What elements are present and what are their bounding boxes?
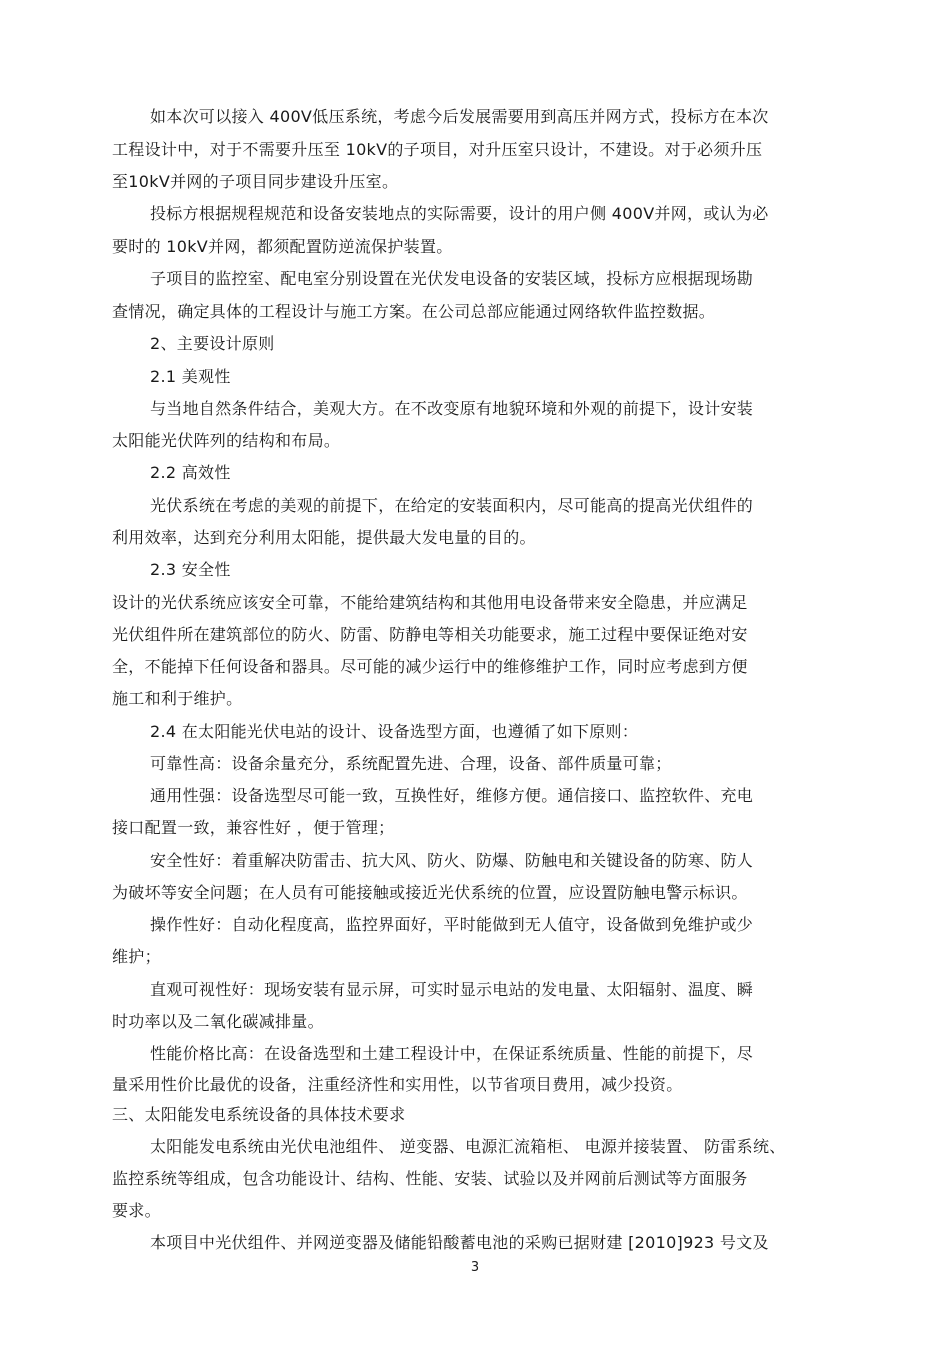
subsection-heading: 2.4 在太阳能光伏电站的设计、设备选型方面，也遵循了如下原则： <box>150 722 639 741</box>
paragraph-line: 要时的 10kV并网，都须配置防逆流保护装置。 <box>112 237 453 256</box>
paragraph-line: 至10kV并网的子项目同步建设升压室。 <box>112 172 399 191</box>
section-heading: 2、主要设计原则 <box>150 334 275 353</box>
paragraph-line: 利用效率，达到充分利用太阳能，提供最大发电量的目的。 <box>112 528 536 547</box>
paragraph-line: 本项目中光伏组件、并网逆变器及储能铅酸蓄电池的采购已据财建 [2010]923 号文及 <box>150 1233 769 1252</box>
paragraph-line: 通用性强：设备选型尽可能一致，互换性好，维修方便。通信接口、监控软件、充电 <box>150 786 754 805</box>
paragraph-line: 全，不能掉下任何设备和器具。尽可能的减少运行中的维修维护工作，同时应考虑到方便 <box>112 657 748 676</box>
paragraph-line: 投标方根据规程规范和设备安装地点的实际需要，设计的用户侧 400V并网，或认为必 <box>150 204 769 223</box>
paragraph-line: 太阳能发电系统由光伏电池组件、 逆变器、电源汇流箱柜、 电源并接装置、 防雷系统、 <box>150 1137 786 1156</box>
subsection-heading: 2.3 安全性 <box>150 560 231 579</box>
paragraph-line: 查情况，确定具体的工程设计与施工方案。在公司总部应能通过网络软件监控数据。 <box>112 302 716 321</box>
paragraph-line: 为破坏等安全问题；在人员有可能接触或接近光伏系统的位置，应设置防触电警示标识。 <box>112 883 748 902</box>
paragraph-line: 光伏组件所在建筑部位的防火、防雷、防静电等相关功能要求，施工过程中要保证绝对安 <box>112 625 748 644</box>
paragraph-line: 直观可视性好：现场安装有显示屏，可实时显示电站的发电量、太阳辐射、温度、瞬 <box>150 980 754 999</box>
paragraph-line: 工程设计中，对于不需要升压至 10kV的子项目，对升压室只设计，不建设。对于必须升压 <box>112 140 763 159</box>
paragraph-line: 接口配置一致，兼容性好 ，便于管理； <box>112 818 395 837</box>
paragraph-line: 如本次可以接入 400V低压系统，考虑今后发展需要用到高压并网方式，投标方在本次 <box>150 107 769 126</box>
paragraph-line: 操作性好：自动化程度高，监控界面好，平时能做到无人值守，设备做到免维护或少 <box>150 915 754 934</box>
subsection-heading: 2.2 高效性 <box>150 463 231 482</box>
paragraph-line: 量采用性价比最优的设备，注重经济性和实用性，以节省项目费用，减少投资。 <box>112 1075 683 1094</box>
paragraph-line: 与当地自然条件结合，美观大方。在不改变原有地貌环境和外观的前提下，设计安装 <box>150 399 754 418</box>
paragraph-line: 要求。 <box>112 1201 161 1220</box>
paragraph-line: 施工和利于维护。 <box>112 689 243 708</box>
paragraph-line: 子项目的监控室、配电室分别设置在光伏发电设备的安装区域，投标方应根据现场勘 <box>150 269 754 288</box>
paragraph-line: 监控系统等组成，包含功能设计、结构、性能、安装、试验以及并网前后测试等方面服务 <box>112 1169 748 1188</box>
paragraph-line: 设计的光伏系统应该安全可靠，不能给建筑结构和其他用电设备带来安全隐患，并应满足 <box>112 593 748 612</box>
section-heading: 三、太阳能发电系统设备的具体技术要求 <box>112 1105 406 1124</box>
paragraph-line: 可靠性高：设备余量充分，系统配置先进、合理，设备、部件质量可靠； <box>150 754 672 773</box>
paragraph-line: 维护； <box>112 947 161 966</box>
paragraph-line: 太阳能光伏阵列的结构和布局。 <box>112 431 341 450</box>
paragraph-line: 性能价格比高：在设备选型和土建工程设计中，在保证系统质量、性能的前提下，尽 <box>150 1044 754 1063</box>
page-number: 3 <box>470 1260 480 1275</box>
paragraph-line: 光伏系统在考虑的美观的前提下，在给定的安装面积内，尽可能高的提高光伏组件的 <box>150 496 754 515</box>
paragraph-line: 时功率以及二氧化碳减排量。 <box>112 1012 324 1031</box>
subsection-heading: 2.1 美观性 <box>150 367 231 386</box>
paragraph-line: 安全性好：着重解决防雷击、抗大风、防火、防爆、防触电和关键设备的防寒、防人 <box>150 851 754 870</box>
